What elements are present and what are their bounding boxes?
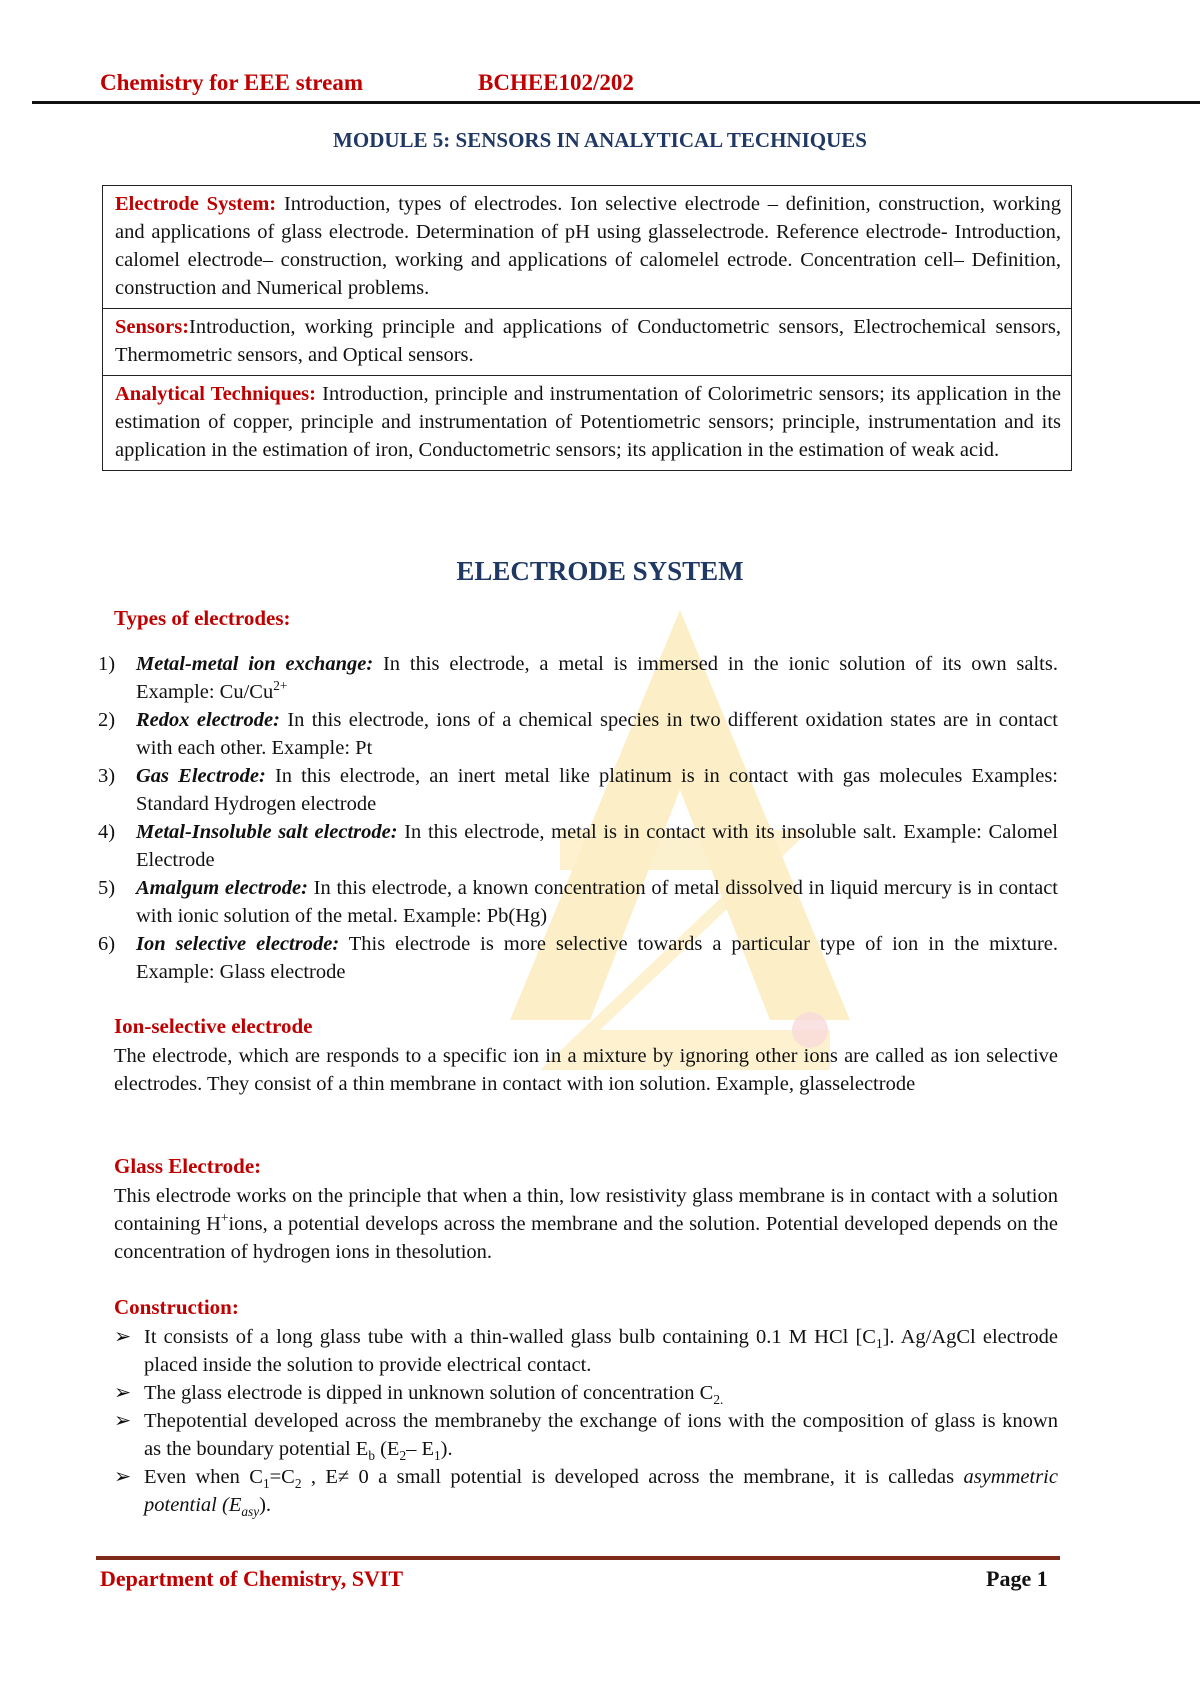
list-item [98, 706, 1058, 762]
syllabus-text: Introduction, working principle and applications of Conductometric sensors, Electrochemical sensors, Thermometric sensors, and Optical sensors. [115, 316, 1061, 366]
type-name: Ion selective electrode: [136, 933, 340, 955]
type-name: Amalgum electrode: [136, 877, 308, 899]
construction-heading: Construction: [114, 1295, 239, 1319]
type-text: In this electrode, ions of a chemical species in two different oxidation states are in contact with each other. Example: Pt [136, 709, 1058, 759]
syllabus-row-sensors [103, 308, 1071, 375]
bullet-text: The glass electrode is dipped in unknown solution of concentration C [144, 1382, 714, 1404]
page-number: Page 1 [986, 1566, 1048, 1591]
list-number: 6) [98, 933, 116, 955]
list-number: 1) [98, 653, 116, 675]
type-name: Metal-Insoluble salt electrode: [136, 821, 398, 843]
subscript: 1 [262, 1476, 270, 1492]
type-name: Metal-metal ion exchange: [136, 653, 374, 675]
syllabus-row-analytical-techniques [103, 375, 1071, 470]
list-number: 3) [98, 765, 116, 787]
syllabus-label: Electrode System: [115, 193, 277, 215]
list-number: 5) [98, 877, 116, 899]
syllabus-row-electrode-system [103, 186, 1071, 308]
list-item [98, 874, 1058, 930]
bullet-text: (E [374, 1438, 400, 1460]
footer-department: Department of Chemistry, SVIT [100, 1566, 404, 1591]
module-title: MODULE 5: SENSORS IN ANALYTICAL TECHNIQUES [333, 128, 867, 152]
list-item [114, 1463, 1058, 1519]
section-title: ELECTRODE SYSTEM [456, 556, 744, 586]
bullet-text: ). [259, 1494, 272, 1516]
superscript: + [220, 1210, 229, 1226]
electrode-types-list [98, 650, 1058, 986]
header-divider [32, 101, 1200, 104]
bullet-text: – E [406, 1438, 435, 1460]
glass-text: This electrode works on the principle that when a thin, low resistivity glass membrane is in contact with a solution containing H [114, 1185, 1058, 1235]
bullet-text: =C [269, 1466, 295, 1488]
bullet-text: , E≠ 0 a small potential is developed across the membrane, it is calledas [301, 1466, 964, 1488]
footer-divider [96, 1556, 1060, 1560]
type-text: In this electrode, an inert metal like platinum is in contact with gas molecules Examples: Standard Hydrogen electrode [136, 765, 1058, 815]
type-text: In this electrode, a metal is immersed in the ionic solution of its own salts. Example: Cu/Cu [136, 653, 1058, 703]
subscript: asy [241, 1504, 260, 1520]
list-item [98, 930, 1058, 986]
arrow-bullet-icon: ➢ [114, 1410, 132, 1432]
subscript: 1 [434, 1448, 441, 1464]
header-course-code: BCHEE102/202 [478, 70, 634, 95]
subscript: b [368, 1448, 375, 1464]
ise-paragraph: The electrode, which are responds to a specific ion in a mixture by ignoring other ions are called as ion selective electrodes. They consist of a thin membrane in contact with ion solution. Example, glasselectrode [114, 1045, 1058, 1095]
list-item [114, 1379, 1058, 1407]
syllabus-label: Sensors: [115, 316, 190, 338]
syllabus-box [102, 185, 1072, 471]
type-text: In this electrode, metal is in contact with its insoluble salt. Example: Calomel Electrode [136, 821, 1058, 871]
type-text: This electrode is more selective towards a particular type of ion in the mixture. Example: Glass electrode [136, 933, 1058, 983]
bullet-text: ]. Ag/AgCl electrode placed inside the solution to provide electrical contact. [144, 1326, 1058, 1376]
list-number: 4) [98, 821, 116, 843]
list-number: 2) [98, 709, 116, 731]
type-text: In this electrode, a known concentration of metal dissolved in liquid mercury is in contact with ionic solution of the metal. Example: Pb(Hg) [136, 877, 1058, 927]
bullet-text: Thepotential developed across the membraneby the exchange of ions with the composition of glass is known as the boundary potential E [144, 1410, 1058, 1460]
types-heading: Types of electrodes: [114, 606, 291, 630]
type-name: Redox electrode: [136, 709, 280, 731]
bullet-text: ). [440, 1438, 453, 1460]
type-name: Gas Electrode: [136, 765, 266, 787]
subscript: 2 [399, 1448, 407, 1464]
subscript: 2 [294, 1476, 302, 1492]
glass-heading: Glass Electrode: [114, 1154, 262, 1178]
syllabus-text: Introduction, types of electrodes. Ion selective electrode – definition, construction, working and applications of glass electrode. Determination of pH using glasselectrode. Reference electrode- Introduction, calomel electrode– construction, working and applications of calomelel ectrode. Concentration cell– Definition, construction and Numerical problems. [115, 193, 1061, 299]
list-item [114, 1407, 1058, 1463]
bullet-text: Even when C [144, 1466, 263, 1488]
bullet-text-italic: asymmetric potential (E [144, 1466, 1058, 1516]
arrow-bullet-icon: ➢ [114, 1466, 132, 1488]
glass-paragraph [114, 1182, 1058, 1266]
superscript: 2+ [273, 678, 288, 694]
glass-text: ions, a potential develops across the membrane and the solution. Potential developed depends on the concentration of hydrogen ions in thesolution. [114, 1213, 1058, 1263]
list-item [98, 650, 1058, 706]
list-item [114, 1323, 1058, 1379]
syllabus-label: Analytical Techniques: [115, 383, 316, 405]
construction-list [114, 1323, 1058, 1519]
arrow-bullet-icon: ➢ [114, 1326, 132, 1348]
bullet-text: It consists of a long glass tube with a thin-walled glass bulb containing 0.1 M HCl [C [144, 1326, 876, 1348]
arrow-bullet-icon: ➢ [114, 1382, 132, 1404]
syllabus-text: Introduction, principle and instrumentation of Colorimetric sensors; its application in the estimation of copper, principle and instrumentation of Potentiometric sensors; principle, instrumentation and its application in the estimation of iron, Conductometric sensors; its application in the estimation of weak acid. [115, 383, 1061, 461]
header-subject: Chemistry for EEE stream [100, 70, 363, 95]
list-item [98, 762, 1058, 818]
subscript: 1 [875, 1336, 883, 1352]
subscript: 2. [713, 1392, 724, 1408]
ise-heading: Ion-selective electrode [114, 1014, 313, 1038]
list-item [98, 818, 1058, 874]
